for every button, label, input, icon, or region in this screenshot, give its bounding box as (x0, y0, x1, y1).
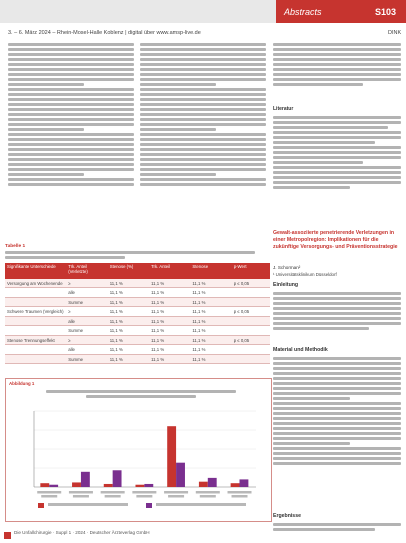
text-line (140, 88, 266, 91)
text-line (8, 163, 134, 166)
text-line (273, 116, 401, 119)
text-line (273, 297, 401, 300)
text-line (273, 121, 401, 124)
table-cell: 11,1 % (108, 326, 149, 336)
bar-chart (6, 379, 271, 521)
table-row (5, 345, 270, 355)
text-line (273, 48, 401, 51)
text-line (140, 183, 266, 186)
bar-series-1 (231, 483, 240, 487)
table-cell: Schwere Traumen (Vergleich) (5, 307, 66, 317)
table-cell: alle (66, 288, 107, 298)
table-header-cell: p-Wert (232, 263, 270, 279)
table-cell: 11,1 % (149, 288, 190, 298)
table-row (5, 335, 270, 345)
intro-text (273, 290, 401, 332)
body-column-left (8, 41, 134, 188)
text-line (8, 143, 134, 146)
table-cell: 11,1 % (108, 297, 149, 307)
text-line (140, 108, 266, 111)
text-line (140, 173, 216, 176)
text-line (140, 53, 266, 56)
text-line (8, 138, 134, 141)
text-line (8, 123, 134, 126)
text-line (140, 43, 266, 46)
bar-series-1 (199, 482, 208, 487)
text-line (273, 417, 401, 420)
table-cell: 11,1 % (190, 354, 231, 364)
text-line (273, 73, 401, 76)
text-line (8, 48, 134, 51)
table-cell: Summe (66, 297, 107, 307)
text-line (273, 43, 401, 46)
table-header-cell: Trk. Anteil (149, 263, 190, 279)
text-line (140, 118, 266, 121)
table-cell: 11,1 % (108, 279, 149, 288)
table-header-cell: Stenose (190, 263, 231, 279)
text-line (273, 176, 401, 179)
table-cell: 11,1 % (149, 297, 190, 307)
table-row (5, 279, 270, 288)
text-line (8, 68, 134, 71)
table-label: Tabelle 1 (5, 244, 26, 249)
table-cell: p ≤ 0,05 (232, 307, 270, 317)
text-line (273, 181, 401, 184)
text-line (8, 73, 134, 76)
text-line (140, 98, 266, 101)
text-line (140, 78, 266, 81)
text-line (273, 186, 350, 189)
table-row (5, 326, 270, 336)
x-tick-label (37, 491, 61, 494)
bar-series-1 (104, 484, 113, 487)
text-line (8, 58, 134, 61)
table-cell: 11,1 % (149, 345, 190, 355)
table-row (5, 354, 270, 364)
table-row (5, 297, 270, 307)
footer-text: Die Unfallchirurgie · Suppl 1 · 2024 · Deutscher Ärzteverlag GmbH (14, 530, 150, 535)
table-cell: Summe (66, 354, 107, 364)
bar-series-2 (240, 479, 249, 487)
text-line (273, 136, 401, 139)
results-table (5, 263, 270, 365)
footer-badge (4, 532, 11, 539)
text-line (273, 397, 350, 400)
table-cell: 11,1 % (190, 335, 231, 345)
bar-series-2 (113, 470, 122, 487)
text-line (273, 161, 363, 164)
text-line (140, 123, 266, 126)
table-cell (232, 297, 270, 307)
page-number: S103 (374, 7, 396, 17)
table-cell: ≥ (66, 279, 107, 288)
text-line (140, 68, 266, 71)
text-line (8, 113, 134, 116)
table-cell: alle (66, 345, 107, 355)
table-cell: 11,1 % (149, 335, 190, 345)
table-cell: 11,1 % (190, 279, 231, 288)
text-line (273, 432, 401, 435)
text-line (273, 447, 401, 450)
text-line (273, 171, 401, 174)
article-affiliation: ¹ Universitätsklinikum Düsseldorf (273, 272, 337, 277)
text-line (273, 427, 401, 430)
table-cell (5, 345, 66, 355)
table-cell (232, 316, 270, 326)
text-line (273, 312, 401, 315)
text-line (8, 178, 134, 181)
table-cell: 11,1 % (149, 316, 190, 326)
text-line (273, 302, 401, 305)
bar-series-1 (40, 483, 49, 487)
text-line (140, 168, 266, 171)
text-line (273, 412, 401, 415)
x-tick-label (73, 495, 89, 498)
x-tick-label (168, 495, 184, 498)
table-cell: 11,1 % (149, 307, 190, 317)
text-line (140, 58, 266, 61)
table-caption-bar (5, 251, 270, 263)
table-header-cell: Stenose (%) (108, 263, 149, 279)
text-line (273, 387, 401, 390)
text-line (140, 138, 266, 141)
text-line (8, 78, 134, 81)
bar-series-2 (208, 478, 217, 487)
body-column-right-top (273, 41, 401, 88)
text-line (273, 457, 401, 460)
text-line (8, 173, 84, 176)
legend-text-1 (48, 503, 128, 506)
section-heading-methods: Material und Methodik (273, 347, 328, 353)
table-row (5, 307, 270, 317)
text-line (273, 327, 369, 330)
bar-series-1 (135, 485, 144, 487)
table-cell: ≥ (66, 307, 107, 317)
text-line (273, 126, 388, 129)
text-line (140, 133, 266, 136)
table-cell: Stenose Trennungseffekt (5, 335, 66, 345)
table-cell: 11,1 % (190, 326, 231, 336)
text-line (8, 63, 134, 66)
x-tick-label (69, 491, 93, 494)
text-line (273, 357, 401, 360)
section-heading-results: Ergebnisse (273, 513, 301, 519)
text-line (140, 158, 266, 161)
text-line (8, 118, 134, 121)
table-cell: Summe (66, 326, 107, 336)
x-tick-label (228, 491, 252, 494)
text-line (273, 392, 401, 395)
results-text (273, 521, 401, 533)
text-line (273, 146, 401, 149)
table-cell: 11,1 % (108, 316, 149, 326)
table-cell: 11,1 % (108, 288, 149, 298)
text-line (273, 362, 401, 365)
x-tick-label (101, 491, 125, 494)
text-line (8, 53, 134, 56)
text-line (273, 452, 401, 455)
bar-series-1 (72, 482, 81, 487)
table-cell: 11,1 % (108, 354, 149, 364)
x-tick-label (196, 491, 220, 494)
text-line (273, 407, 401, 410)
figure-label: Abbildung 1 (9, 381, 35, 386)
section-heading-intro: Einleitung (273, 282, 299, 288)
legend-swatch-1 (38, 503, 44, 508)
table-cell: 11,1 % (190, 297, 231, 307)
text-line (273, 141, 375, 144)
table-cell (232, 288, 270, 298)
text-line (273, 422, 401, 425)
table-cell (5, 326, 66, 336)
bar-series-2 (49, 485, 58, 487)
x-tick-label (105, 495, 121, 498)
table-cell (5, 297, 66, 307)
x-tick-label (164, 491, 188, 494)
text-line (140, 163, 266, 166)
text-line (140, 148, 266, 151)
table-cell: 11,1 % (108, 307, 149, 317)
table-cell (5, 354, 66, 364)
text-line (273, 166, 401, 169)
table-cell: ≥ (66, 335, 107, 345)
table-cell: 11,1 % (190, 345, 231, 355)
x-tick-label (41, 495, 57, 498)
table-cell: Versorgung am Wochenende (5, 279, 66, 288)
text-line (8, 98, 134, 101)
x-tick-label (232, 495, 248, 498)
header-bar (0, 0, 406, 23)
text-line (140, 83, 216, 86)
text-line (140, 73, 266, 76)
conference-meta: 3. – 6. März 2024 – Rhein-Mosel-Halle Koblenz | digital über www.amsp-live.de (8, 30, 201, 36)
text-line (273, 63, 401, 66)
text-line (140, 63, 266, 66)
text-line (8, 153, 134, 156)
bar-series-2 (81, 472, 90, 487)
methods-text (273, 355, 401, 467)
text-line (8, 103, 134, 106)
section-tab (276, 0, 406, 23)
table-cell (232, 354, 270, 364)
text-line (8, 133, 134, 136)
text-line (8, 83, 84, 86)
text-line (8, 183, 134, 186)
text-line (8, 148, 134, 151)
table-cell: 11,1 % (108, 345, 149, 355)
table-cell: 11,1 % (149, 326, 190, 336)
bar-series-1 (167, 426, 176, 487)
text-line (273, 151, 401, 154)
table-cell (232, 345, 270, 355)
text-line (273, 307, 401, 310)
text-line (273, 382, 401, 385)
text-line (140, 103, 266, 106)
text-line (273, 317, 401, 320)
text-line (273, 442, 350, 445)
text-line (273, 528, 375, 531)
text-line (8, 128, 84, 131)
text-line (273, 58, 401, 61)
text-line (273, 156, 401, 159)
text-line (140, 48, 266, 51)
body-column-middle (140, 41, 266, 188)
text-line (140, 178, 266, 181)
x-tick-label (132, 491, 156, 494)
text-line (273, 83, 363, 86)
text-line (8, 108, 134, 111)
text-line (273, 437, 401, 440)
text-line (273, 53, 401, 56)
text-line (140, 113, 266, 116)
text-line (273, 377, 401, 380)
text-line (273, 372, 401, 375)
table-row (5, 288, 270, 298)
text-line (8, 158, 134, 161)
text-line (273, 78, 401, 81)
text-line (8, 168, 134, 171)
text-line (273, 131, 401, 134)
table-cell: p ≤ 0,05 (232, 279, 270, 288)
article-title: Gewalt-assoziierte penetrierende Verletzungen in einer Metropolregion: Implikationen für die zukünftige Versorgungs- und Präventionsstrategie (273, 230, 398, 250)
table-header-cell: Trk. Anteil (Verletzte) (66, 263, 107, 279)
text-line (273, 322, 401, 325)
text-line (8, 43, 134, 46)
bar-series-2 (144, 484, 153, 487)
section-name: Abstracts (284, 7, 322, 17)
text-line (140, 153, 266, 156)
text-line (273, 292, 401, 295)
table-cell: 11,1 % (149, 279, 190, 288)
text-line (140, 143, 266, 146)
article-authors: J. Schorman² (273, 265, 301, 270)
text-line (140, 93, 266, 96)
table-cell (5, 316, 66, 326)
table-cell: p ≤ 0,05 (232, 335, 270, 345)
legend-text-2 (156, 503, 246, 506)
legend-swatch-2 (146, 503, 152, 508)
dink-tag: DINK (388, 30, 402, 36)
text-line (273, 402, 401, 405)
table-cell: 11,1 % (190, 307, 231, 317)
references-list (273, 114, 401, 191)
table-row (5, 316, 270, 326)
text-line (273, 367, 401, 370)
table-block (5, 244, 270, 364)
references-heading: Literatur (273, 106, 294, 112)
bar-series-2 (176, 463, 185, 487)
table-cell (5, 288, 66, 298)
text-line (273, 523, 401, 526)
table-cell: 11,1 % (190, 288, 231, 298)
table-cell (232, 326, 270, 336)
table-header-row (5, 263, 270, 279)
text-line (273, 462, 401, 465)
x-tick-label (136, 495, 152, 498)
table-header-cell: Signifikante Unterschiede (5, 263, 66, 279)
table-cell: alle (66, 316, 107, 326)
table-cell: 11,1 % (149, 354, 190, 364)
text-line (8, 88, 134, 91)
text-line (140, 128, 216, 131)
figure-box (5, 378, 272, 522)
x-tick-label (200, 495, 216, 498)
text-line (273, 68, 401, 71)
text-line (8, 93, 134, 96)
table-cell: 11,1 % (108, 335, 149, 345)
table-cell: 11,1 % (190, 316, 231, 326)
